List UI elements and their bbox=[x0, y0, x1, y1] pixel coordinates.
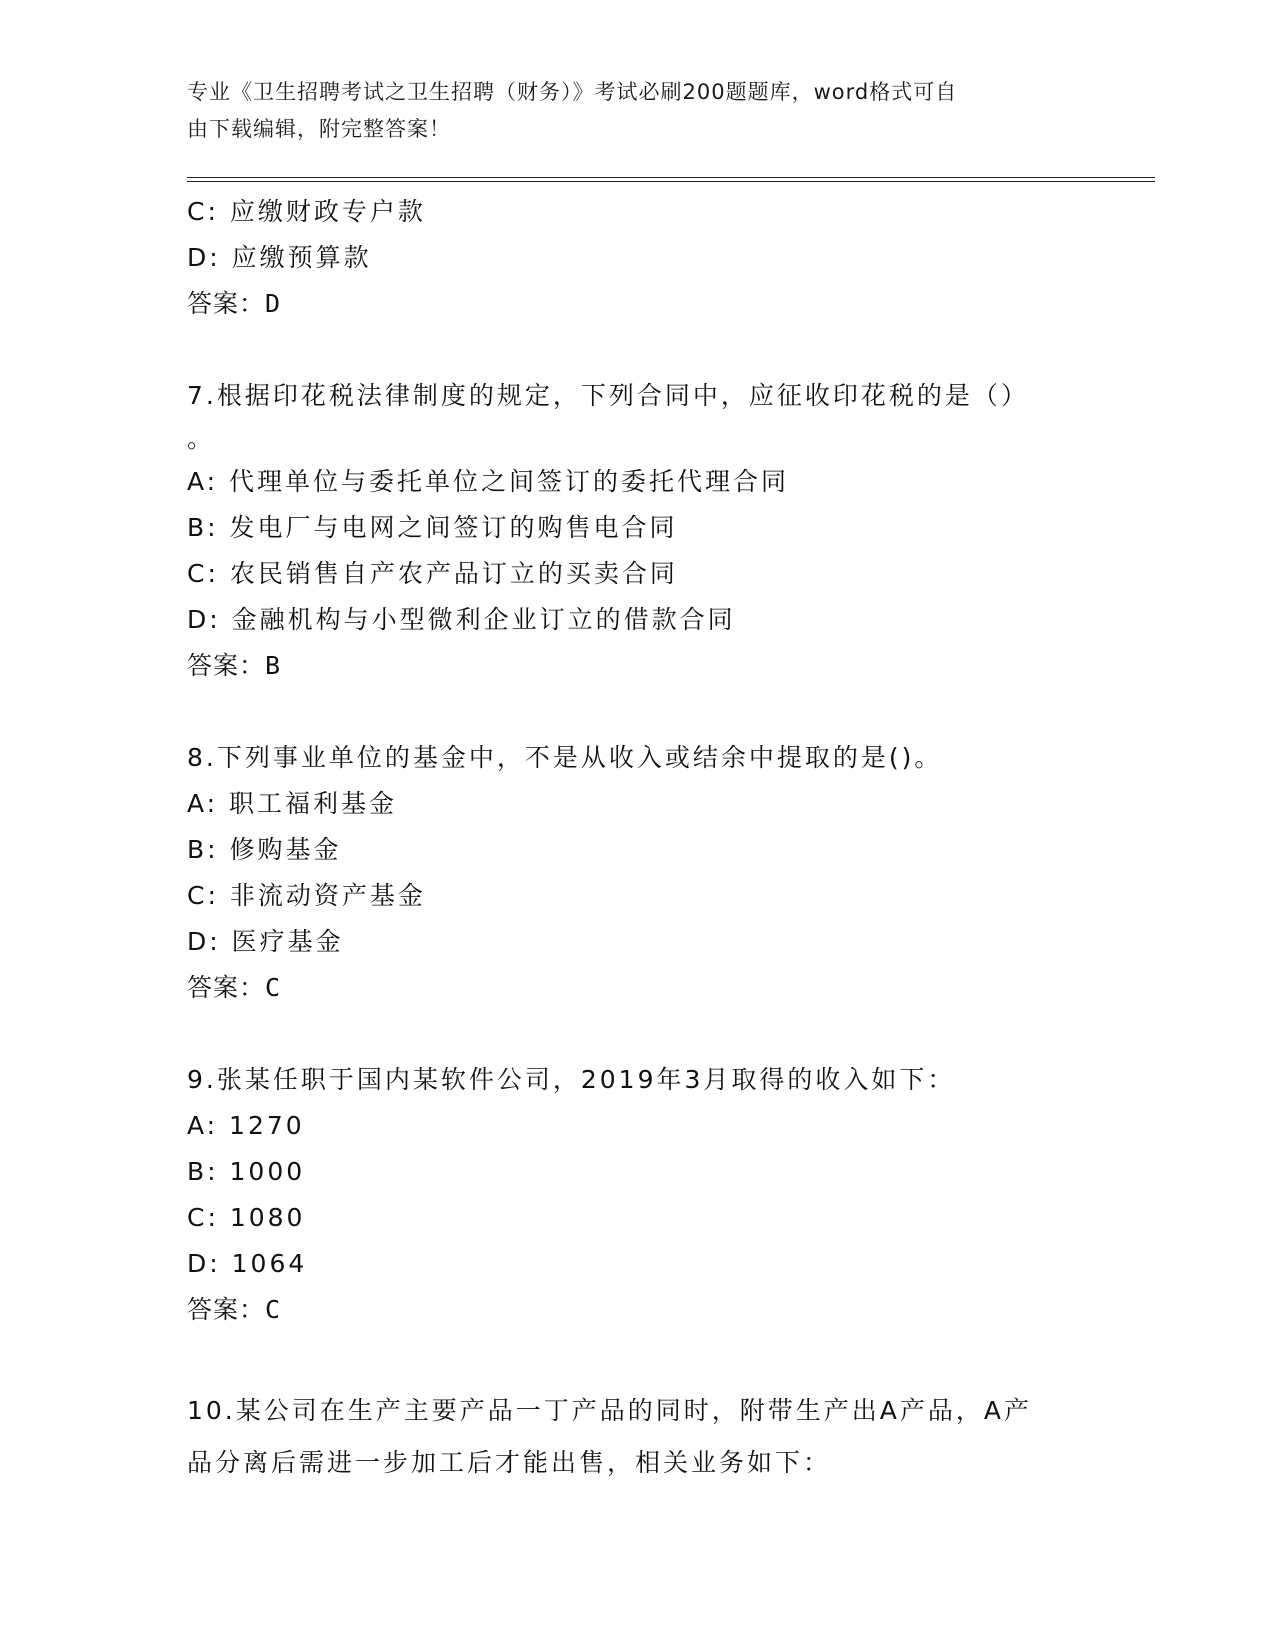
answer-label: 答案： bbox=[187, 289, 266, 318]
header-line-2: 由下载编辑，附完整答案！ bbox=[187, 117, 451, 141]
option-a bbox=[187, 781, 1087, 827]
option-text: 发电厂与电网之间签订的购售电合同 bbox=[229, 513, 678, 542]
option-letter: A: bbox=[187, 789, 219, 818]
page-header bbox=[187, 74, 1067, 148]
question-stem: 7.根据印花税法律制度的规定，下列合同中，应征收印花税的是（） bbox=[187, 381, 1029, 410]
question-10 bbox=[187, 1379, 1087, 1483]
option-letter: D: bbox=[187, 243, 221, 272]
option-b bbox=[187, 827, 1087, 873]
option-letter: B: bbox=[187, 835, 219, 864]
option-d bbox=[187, 597, 1087, 643]
question-8 bbox=[187, 735, 1087, 1011]
option-text: 农民销售自产农产品订立的买卖合同 bbox=[229, 559, 678, 588]
option-letter: C: bbox=[187, 1203, 219, 1232]
option-letter: D: bbox=[187, 1249, 221, 1278]
option-d bbox=[187, 1241, 1087, 1287]
answer-line bbox=[187, 965, 1087, 1011]
header-line-1: 专业《卫生招聘考试之卫生招聘（财务）》考试必刷200题题库，word格式可自 bbox=[187, 80, 958, 104]
option-text: 金融机构与小型微利企业订立的借款合同 bbox=[231, 605, 736, 634]
option-b bbox=[187, 1149, 1087, 1195]
option-d bbox=[187, 919, 1087, 965]
question-7 bbox=[187, 373, 1087, 689]
option-c bbox=[187, 189, 1087, 235]
option-letter: B: bbox=[187, 1157, 219, 1186]
option-text: 1000 bbox=[229, 1157, 306, 1186]
option-text: 医疗基金 bbox=[231, 927, 344, 956]
option-a bbox=[187, 1103, 1087, 1149]
option-letter: B: bbox=[187, 513, 219, 542]
option-d bbox=[187, 235, 1087, 281]
option-letter: D: bbox=[187, 605, 221, 634]
option-b bbox=[187, 505, 1087, 551]
option-letter: A: bbox=[187, 467, 219, 496]
answer-line bbox=[187, 1287, 1087, 1333]
option-text: 1270 bbox=[229, 1111, 305, 1140]
option-text: 应缴预算款 bbox=[231, 243, 372, 272]
option-a bbox=[187, 459, 1087, 505]
answer-value: C bbox=[265, 1295, 282, 1324]
answer-label: 答案： bbox=[187, 1295, 266, 1324]
question-9 bbox=[187, 1057, 1087, 1333]
question-list bbox=[187, 189, 1087, 1483]
option-c bbox=[187, 551, 1087, 597]
question-stem: 8.下列事业单位的基金中，不是从收入或结余中提取的是()。 bbox=[187, 743, 943, 772]
answer-value: B bbox=[265, 651, 282, 680]
answer-line bbox=[187, 643, 1087, 689]
option-text: 1080 bbox=[229, 1203, 306, 1232]
option-text: 非流动资产基金 bbox=[229, 881, 426, 910]
option-c bbox=[187, 1195, 1087, 1241]
option-letter: C: bbox=[187, 559, 219, 588]
option-letter: C: bbox=[187, 197, 219, 226]
answer-label: 答案： bbox=[187, 651, 266, 680]
question-stem-line-2: 品分离后需进一步加工后才能出售，相关业务如下： bbox=[187, 1448, 832, 1477]
option-text: 1064 bbox=[231, 1249, 308, 1278]
answer-line bbox=[187, 281, 1087, 327]
option-text: 代理单位与委托单位之间签订的委托代理合同 bbox=[229, 467, 790, 496]
option-letter: A: bbox=[187, 1111, 219, 1140]
option-letter: D: bbox=[187, 927, 221, 956]
option-text: 应缴财政专户款 bbox=[229, 197, 426, 226]
question-stem: 9.张某任职于国内某软件公司，2019年3月取得的收入如下： bbox=[187, 1065, 956, 1094]
question-stem-line-1: 10.某公司在生产主要产品一丁产品的同时，附带生产出A产品，A产 bbox=[187, 1396, 1032, 1425]
answer-value: D bbox=[265, 289, 282, 318]
option-letter: C: bbox=[187, 881, 219, 910]
answer-value: C bbox=[265, 973, 282, 1002]
option-text: 职工福利基金 bbox=[229, 789, 398, 818]
option-c bbox=[187, 873, 1087, 919]
answer-label: 答案： bbox=[187, 973, 266, 1002]
option-text: 修购基金 bbox=[229, 835, 342, 864]
question-stem-continued: 。 bbox=[187, 424, 216, 453]
question-prev bbox=[187, 189, 1087, 327]
header-divider bbox=[187, 177, 1155, 182]
